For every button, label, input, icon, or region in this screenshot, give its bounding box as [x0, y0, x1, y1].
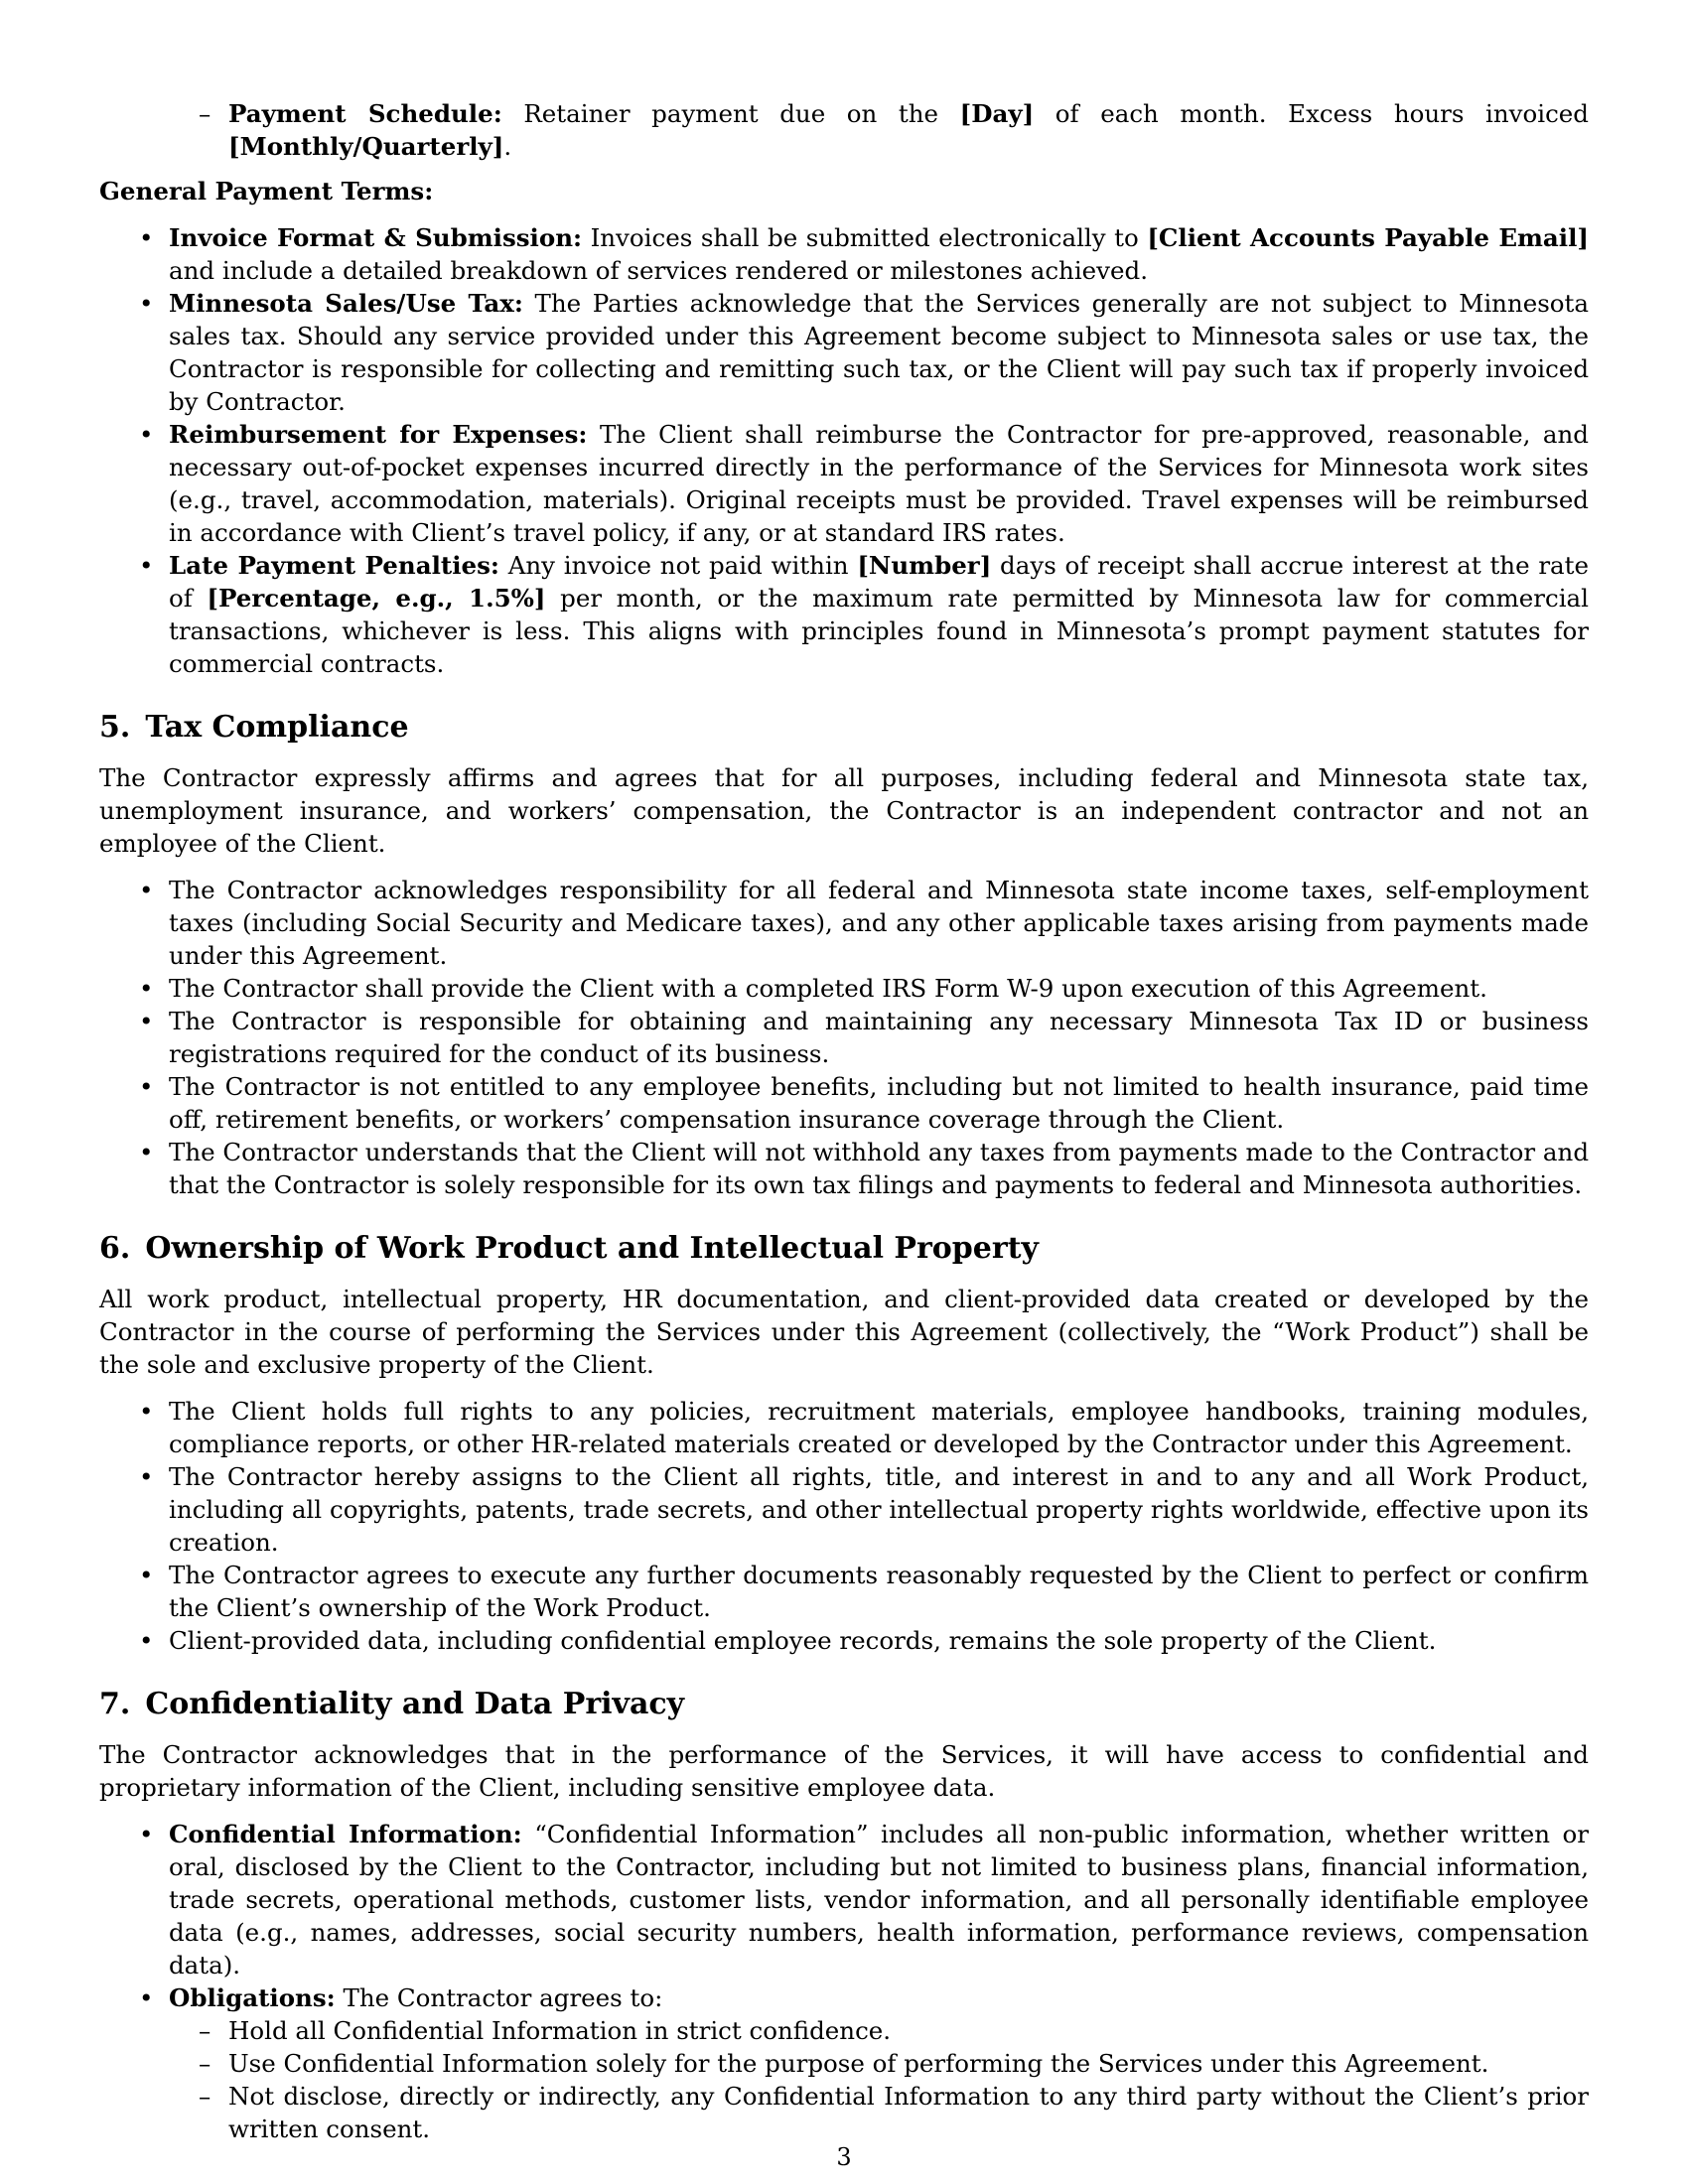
obligations-label: Obligations: [169, 1983, 336, 2012]
confidential-information-text: “Confidential Information” includes all non-public information, whether written or oral, disclosed by the Client to the Contractor, including but not limited to business plans, financial information, trade secrets, operational methods, customer lists, vendor information, and all personally identifiable employee data (e.g., names, addresses, social security numbers, health information, performance reviews, compensation data). [169, 1820, 1589, 1979]
reimbursement-text: The Client shall reimburse the Contractor for pre-approved, reasonable, and necessary out-of-pocket expenses incurred directly in the performance of the Services for Minnesota work sites (e.g., travel, accommodation, materials). Original receipts must be provided. Travel expenses will be reimbursed in accordance with Client’s travel policy, if any, or at standard IRS rates. [169, 420, 1589, 547]
invoice-format-item [99, 221, 1589, 287]
section-confidentiality [99, 1685, 1589, 2145]
section-7-title: 7. Confidentiality and Data Privacy [99, 1687, 685, 1721]
payment-schedule-text-2: of each month. Excess hours invoiced [1034, 99, 1589, 128]
list-item: – Not disclose, directly or indirectly, any Confidential Information to any third party without the Client’s prior written consent. [99, 2080, 1589, 2145]
reimbursement-label: Reimbursement for Expenses: [169, 420, 588, 449]
late-payment-text-1: Any invoice not paid within [498, 551, 858, 580]
list-item: • The Contractor is not entitled to any employee benefits, including but not limited to health insurance, paid time off, retirement benefits, or workers’ compensation insurance coverage through the Client. [99, 1070, 1589, 1136]
section-5-list [99, 874, 1589, 1201]
section-tax-compliance [99, 708, 1589, 1201]
page-number: 3 [836, 2143, 852, 2171]
payment-schedule-text-3: . [503, 132, 512, 161]
invoice-format-text-2: and include a detailed breakdown of services rendered or milestones achieved. [169, 256, 1148, 285]
invoice-format-label: Invoice Format & Submission: [169, 223, 583, 252]
late-payment-text-3: per month, or the maximum rate permitted by Minnesota law for commercial transactions, whichever is less. This aligns with principles found in Minnesota’s prompt payment statutes for commercial contracts. [169, 584, 1589, 678]
invoice-format-text-1: Invoices shall be submitted electronically to [582, 223, 1148, 252]
obligations-item [99, 1981, 1589, 2145]
late-percentage-placeholder: [Percentage, e.g., 1.5%] [207, 584, 546, 613]
obligations-list [99, 2014, 1589, 2145]
late-days-placeholder: [Number] [857, 551, 992, 580]
late-payment-label: Late Payment Penalties: [169, 551, 499, 580]
list-item: • The Contractor is responsible for obtaining and maintaining any necessary Minnesota Tax ID or business registrations required for the conduct of its business. [99, 1005, 1589, 1070]
section-5-intro: The Contractor expressly affirms and agrees that for all purposes, including federal and Minnesota state tax, unemployment insurance, and workers’ compensation, the Contractor is an independent contractor and not an employee of the Client. [99, 763, 1589, 858]
sales-tax-text: The Parties acknowledge that the Services generally are not subject to Minnesota sales tax. Should any service provided under this Agreement become subject to Minnesota sales or use tax, the Contractor is responsible for collecting and remitting such tax, or the Client will pay such tax if properly invoiced by Contractor. [169, 289, 1589, 416]
list-item: • Client-provided data, including confidential employee records, remains the sole property of the Client. [99, 1624, 1589, 1657]
list-item: • The Contractor acknowledges responsibility for all federal and Minnesota state income taxes, self-employment taxes (including Social Security and Medicare taxes), and any other applicable taxes arising from payments made under this Agreement. [99, 874, 1589, 972]
section-ownership [99, 1229, 1589, 1657]
late-payment-item [99, 549, 1589, 680]
late-payment-text-2: days of receipt shall accrue interest at the rate of [169, 551, 1589, 613]
invoice-frequency-placeholder: [Monthly/Quarterly] [228, 132, 504, 161]
reimbursement-item [99, 418, 1589, 549]
list-item: • The Contractor agrees to execute any further documents reasonably requested by the Client to perfect or confirm the Client’s ownership of the Work Product. [99, 1559, 1589, 1624]
section-5-title: 5. Tax Compliance [99, 710, 409, 745]
section-7-list [99, 1818, 1589, 2145]
list-item: • The Contractor understands that the Client will not withhold any taxes from payments made to the Contractor and that the Contractor is solely responsible for its own tax filings and payments to federal and Minnesota authorities. [99, 1136, 1589, 1201]
list-item: • The Contractor shall provide the Client with a completed IRS Form W-9 upon execution of this Agreement. [99, 972, 1589, 1005]
list-item: – Hold all Confidential Information in strict confidence. [99, 2014, 1589, 2047]
section-7-intro: The Contractor acknowledges that in the performance of the Services, it will have access to confidential and proprietary information of the Client, including sensitive employee data. [99, 1740, 1589, 1802]
payment-schedule-item [99, 97, 1589, 163]
section-6-list [99, 1395, 1589, 1657]
confidential-information-label: Confidential Information: [169, 1820, 522, 1848]
list-item: • The Contractor hereby assigns to the Client all rights, title, and interest in and to any and all Work Product, including all copyrights, patents, trade secrets, and other intellectual property rights worldwide, effective upon its creation. [99, 1460, 1589, 1559]
section-6-title: 6. Ownership of Work Product and Intellectual Property [99, 1231, 1039, 1266]
obligations-text: The Contractor agrees to: [335, 1983, 663, 2012]
payment-day-placeholder: [Day] [959, 99, 1035, 128]
payment-schedule-list [99, 97, 1589, 163]
list-item: • The Client holds full rights to any policies, recruitment materials, employee handbooks, training modules, compliance reports, or other HR-related materials created or developed by the Contractor under this Agreement. [99, 1395, 1589, 1460]
payment-schedule-label: Payment Schedule: [228, 99, 502, 128]
section-6-intro: All work product, intellectual property, HR documentation, and client-provided data created or developed by the Contractor in the course of performing the Services under this Agreement (collectively, the “Work Product”) shall be the sole and exclusive property of the Client. [99, 1285, 1589, 1379]
payment-schedule-text-1: Retainer payment due on the [501, 99, 960, 128]
document-page [99, 97, 1589, 2145]
general-payment-terms-heading: General Payment Terms: [99, 177, 434, 205]
sales-tax-item [99, 287, 1589, 418]
sales-tax-label: Minnesota Sales/Use Tax: [169, 289, 523, 318]
general-payment-terms-list [99, 221, 1589, 680]
confidential-information-item [99, 1818, 1589, 1981]
list-item: – Use Confidential Information solely for the purpose of performing the Services under this Agreement. [99, 2047, 1589, 2080]
invoice-email-placeholder: [Client Accounts Payable Email] [1147, 223, 1589, 252]
